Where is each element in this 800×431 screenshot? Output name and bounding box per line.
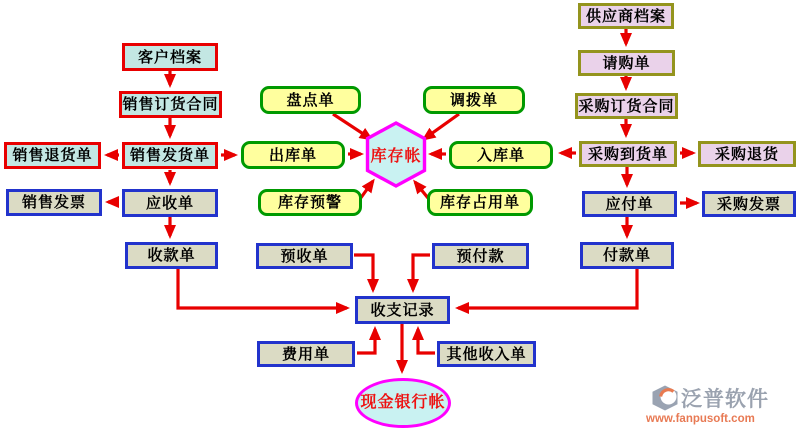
arrow-payment-to-incomeexpense — [458, 269, 637, 308]
node-inventory-ledger — [365, 121, 427, 188]
node-income-expense-record: 收支记录 — [355, 296, 450, 324]
fanpu-brand-text: 泛普软件 — [681, 388, 769, 411]
node-payable: 应付单 — [582, 191, 677, 217]
arrow-transfer-to-ledger — [424, 114, 459, 139]
node-inventory-hold: 库存占用单 — [427, 189, 533, 216]
node-purchase-request: 请购单 — [578, 50, 675, 76]
fanpu-website-text: www.fanpusoft.com — [646, 413, 755, 425]
node-expense: 费用单 — [257, 341, 355, 367]
node-purchase-invoice: 采购发票 — [702, 191, 796, 217]
node-purchase-order-contract: 采购订货合同 — [575, 93, 678, 119]
arrow-advancereceipt-to-incomeexpense — [354, 255, 373, 290]
node-purchase-return: 采购退货 — [698, 141, 796, 167]
node-stocktake: 盘点单 — [260, 86, 361, 114]
fanpu-logo — [646, 383, 798, 425]
node-transfer: 调拨单 — [423, 86, 525, 114]
arrow-otherincome-to-incomeexpense — [418, 329, 435, 353]
node-advance-payment: 预付款 — [432, 243, 529, 269]
node-sales-delivery: 销售发货单 — [122, 142, 218, 169]
node-inbound: 入库单 — [449, 141, 553, 169]
node-other-income: 其他收入单 — [437, 341, 536, 367]
inventory-ledger-label: 库存帐 — [370, 148, 422, 165]
node-payment: 付款单 — [580, 242, 674, 269]
node-customer-file: 客户档案 — [122, 43, 218, 71]
arrow-expense-to-incomeexpense — [357, 329, 375, 353]
arrow-receipt-to-incomeexpense — [178, 269, 347, 308]
node-sales-invoice: 销售发票 — [6, 189, 102, 216]
fanpu-logo-icon — [652, 385, 678, 411]
node-outbound: 出库单 — [241, 141, 345, 169]
node-receivable: 应收单 — [122, 189, 218, 217]
node-advance-receipt: 预收单 — [256, 243, 353, 269]
node-purchase-arrival: 采购到货单 — [579, 141, 677, 167]
node-supplier-file: 供应商档案 — [578, 3, 674, 29]
node-cash-bank-ledger: 现金银行帐 — [355, 378, 451, 428]
node-inventory-alert: 库存预警 — [258, 189, 362, 216]
arrow-advancepayment-to-incomeexpense — [413, 255, 430, 290]
node-sales-return: 销售退货单 — [4, 142, 101, 169]
node-receipt: 收款单 — [125, 242, 218, 269]
node-sales-order-contract: 销售订货合同 — [119, 91, 222, 118]
